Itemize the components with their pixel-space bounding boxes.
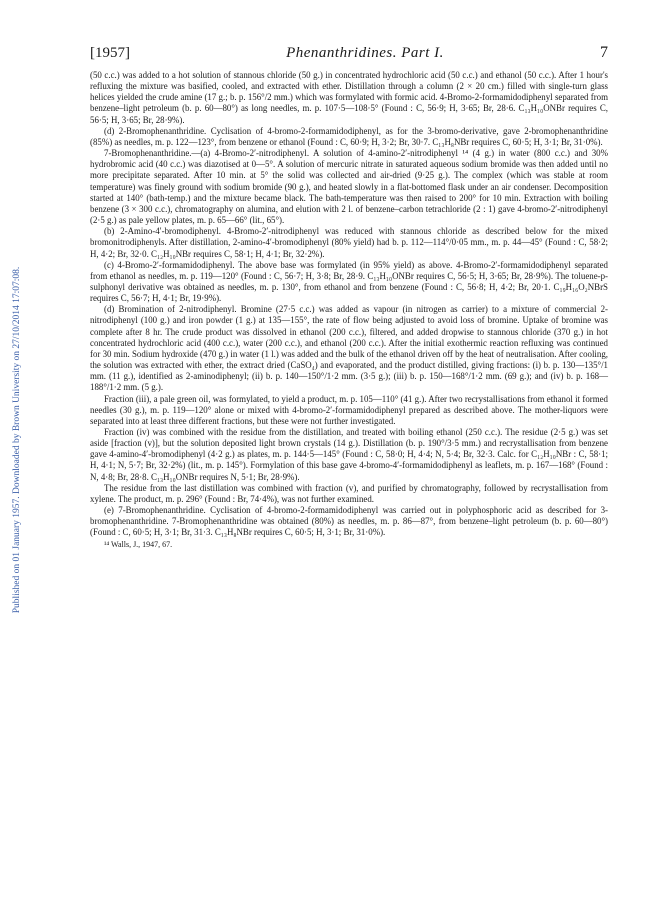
paragraph: (d) Bromination of 2-nitrodiphenyl. Bromine (27·5 c.c.) was added as vapour (in nitrogen as carrier) to a mixture of commercial 2-nitrodiphenyl (100 g.) and iron powder (1 g.) at 135—155°, the rate of flow being adjusted to avoid loss of bromine. Uptake of bromine was complete after 8 hr. The crude product was dissolved in ethanol (200 c.c.), filtered, and added dropwise to stannous chloride (370 g.) in hot concentrated hydrochloric acid (400 c.c.), water (200 c.c.), and ethanol (200 c.c.). After the initial exothermic reaction refluxing was continued for 30 min. Sodium hydroxide (470 g.) in water (1 l.) was added and the bulk of the ethanol driven off by the heat of neutralisation. After cooling, the solution was extracted with ether, the extract dried (CaSO₄) and evaporated, and the product distilled, giving fractions: (i) b. p. 130—135°/1 mm. (11 g.), identified as 2-aminodiphenyl; (ii) b. p. 140—150°/1·2 mm. (3·5 g.); (iii) b. p. 150—168°/1·2 mm. (69 g.); and (iv) b. p. 168—188°/1·2 mm. (5 g.). <box>90 304 608 393</box>
header-title: Phenanthridines. Part I. <box>286 45 444 61</box>
article-body <box>90 70 608 550</box>
download-watermark-text: Published on 01 January 1957. Downloaded by Brown University on 27/10/2014 17:07:08. <box>12 266 22 614</box>
footnote: ¹⁴ Walls, J., 1947, 67. <box>104 539 173 549</box>
paragraph: The residue from the last distillation was combined with fraction (v), and purified by chromatography, followed by recrystallisation from xylene. The product, m. p. 296° (Found : Br, 74·4%), was not further examined. <box>90 482 608 504</box>
paragraph: 7-Bromophenanthridine.—(a) 4-Bromo-2′-nitrodiphenyl. A solution of 4-amino-2′-nitrodiphenyl ¹⁴ (4 g.) in water (800 c.c.) and 30% hydrobromic acid (40 c.c.) was diazotised at 0—5°. A solution of mercuric nitrate in saturated aqueous sodium bromide was then added until no more precipitate separated. After 10 min. at 5° the solid was collected and air-dried (9·25 g.). The complex (which was stable at room temperature) was finely ground with sodium bromide (90 g.), and heated slowly in a flat-bottomed flask under an air condenser. Decomposition started at 140° (bath-temp.) and the mixture became black. The bath-temperature was then raised to 200° for 10 min. Extraction with boiling benzene (3 × 300 c.c.), chromatography on alumina, and elution with 2 l. of benzene–carbon tetrachloride (2 : 1) gave 4-bromo-2′-nitrodiphenyl (2·5 g.) as pale yellow plates, m. p. 65—66° (lit., 65°). <box>90 148 608 226</box>
paragraph: (c) 4-Bromo-2′-formamidodiphenyl. The above base was formylated (in 95% yield) as above. 4-Bromo-2′-formamidodiphenyl separated from ethanol as needles, m. p. 119—120° (Found : C, 56·7; H, 3·8; Br, 28·9. C₁₃H₁₀ONBr requires C, 56·5; H, 3·65; Br, 28·9%). The toluene-p-sulphonyl derivative was obtained as needles, m. p. 130°, from ethanol and from benzene (Found : C, 56·8; H, 4·2; Br, 20·1. C₁₉H₁₆O₂NBrS requires C, 56·7; H, 4·1; Br, 19·9%). <box>90 259 608 304</box>
journal-page <box>90 44 608 550</box>
page-number: 7 <box>599 44 608 61</box>
paragraph: (e) 7-Bromophenanthridine. Cyclisation of 4-bromo-2-formamidodiphenyl was carried out in polyphosphoric acid as described for 3-bromophenanthridine. 7-Bromophenanthridine was obtained (80%) as needles, m. p. 86—87°, from benzene–light petroleum (b. p. 60—80°) (Found : C, 60·5; H, 3·1; Br, 31·3. C₁₃H₈NBr requires C, 60·5; H, 3·1; Br, 31·0%). <box>90 505 608 538</box>
paragraph: Fraction (iv) was combined with the residue from the distillation, and treated with boiling ethanol (250 c.c.). The residue (2·5 g.) was set aside [fraction (v)], but the solution deposited light brown crystals (14 g.). Distillation (b. p. 190°/3·5 mm.) and recrystallisation from benzene gave 4-amino-4′-bromodiphenyl (4·2 g.) as plates, m. p. 144·5—145° (Found : C, 58·0; H, 4·4; N, 5·4; Br, 32·3. Calc. for C₁₂H₁₀NBr : C, 58·1; H, 4·1; N, 5·7; Br, 32·2%) (lit., m. p. 145°). Formylation of this base gave 4-bromo-4′-formamidodiphenyl as leaflets, m. p. 167—168° (Found : N, 4·8; Br, 28·8. C₁₃H₁₀ONBr requires N, 5·1; Br, 28·9%). <box>90 427 608 482</box>
running-header <box>90 44 608 62</box>
paragraph: (b) 2-Amino-4′-bromodiphenyl. 4-Bromo-2′-nitrodiphenyl was reduced with stannous chloride as described below for the mixed bromonitrodiphenyls. After distillation, 2-amino-4′-bromodiphenyl (80% yield) had b. p. 112—114°/0·05 mm., m. p. 44—45° (Found : C, 58·2; H, 4·2; Br, 32·0. C₁₂H₁₀NBr requires C, 58·1; H, 4·1; Br, 32·2%). <box>90 226 608 259</box>
paragraph: (50 c.c.) was added to a hot solution of stannous chloride (50 g.) in concentrated hydrochloric acid (50 c.c.) and ethanol (50 c.c.). After 1 hour's refluxing the mixture was basified, cooled, and extracted with ether. Distillation through a column (2 × 20 cm.) filled with single-turn glass helices yielded the crude amine (17 g.; b. p. 156°/2 mm.) which was formylated with formic acid. 4-Bromo-2-formamidodiphenyl separated from benzene–light petroleum (b. p. 60—80°) as long needles, m. p. 107·5—108·5° (Found : C, 56·9; H, 3·65; Br, 28·6. C₁₃H₁₀ONBr requires C, 56·5; H, 3·65; Br, 28·9%). <box>90 70 608 125</box>
paragraph: Fraction (iii), a pale green oil, was formylated, to yield a product, m. p. 105—110° (41 g.). After two recrystallisations from ethanol it formed needles (30 g.), m. p. 119—120° alone or mixed with 4-bromo-2′-formamidodiphenyl prepared as described above. The mother-liquors were separated into at least three different fractions, but these were not further investigated. <box>90 393 608 426</box>
download-watermark <box>10 140 24 740</box>
header-year: [1957] <box>90 45 130 61</box>
paragraph: (d) 2-Bromophenanthridine. Cyclisation of 4-bromo-2-formamidodiphenyl, as for the 3-bromo-derivative, gave 2-bromophenanthridine (85%) as needles, m. p. 122—123°, from benzene or ethanol (Found : C, 60·9; H, 3·2; Br, 30·7. C₁₃H₈NBr requires C, 60·5; H, 3·1; Br, 31·0%). <box>90 125 608 147</box>
